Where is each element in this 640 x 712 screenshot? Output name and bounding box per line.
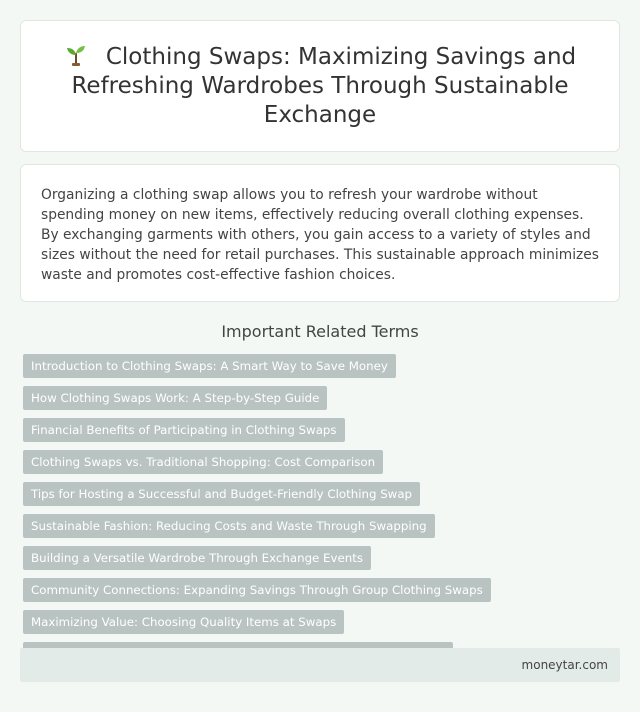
term-tag[interactable]: Sustainable Fashion: Reducing Costs and Waste Through Swapping (23, 514, 435, 538)
term-tag[interactable]: Tips for Hosting a Successful and Budget-Friendly Clothing Swap (23, 482, 420, 506)
term-tag[interactable]: Introduction to Clothing Swaps: A Smart Way to Save Money (23, 354, 396, 378)
page-title-text: Clothing Swaps: Maximizing Savings and Refreshing Wardrobes Through Sustainable Exchange (71, 43, 577, 128)
related-terms-list (20, 354, 600, 666)
term-tag[interactable]: Clothing Swaps vs. Traditional Shopping: Cost Comparison (23, 450, 383, 474)
page-title (51, 43, 589, 130)
term-tag[interactable]: Community Connections: Expanding Savings Through Group Clothing Swaps (23, 578, 491, 602)
intro-card (20, 164, 620, 302)
term-tag[interactable]: Financial Benefits of Participating in Clothing Swaps (23, 418, 345, 442)
term-tag[interactable]: Maximizing Value: Choosing Quality Items at Swaps (23, 610, 344, 634)
footer-site-link[interactable]: moneytar.com (521, 658, 608, 672)
term-tag[interactable]: Building a Versatile Wardrobe Through Exchange Events (23, 546, 371, 570)
intro-text: Organizing a clothing swap allows you to refresh your wardrobe without spending money on new items, effectively reducing overall clothing expenses. By exchanging garments with others, you gain access to a variety of styles and sizes without the need for retail purchases. This sustainable approach minimizes waste and promotes cost-effective fashion choices. (41, 187, 599, 283)
sprout-icon (64, 43, 88, 67)
term-tag[interactable]: How Clothing Swaps Work: A Step-by-Step Guide (23, 386, 327, 410)
related-terms-heading: Important Related Terms (221, 322, 419, 341)
footer (20, 648, 620, 682)
title-card (20, 20, 620, 152)
